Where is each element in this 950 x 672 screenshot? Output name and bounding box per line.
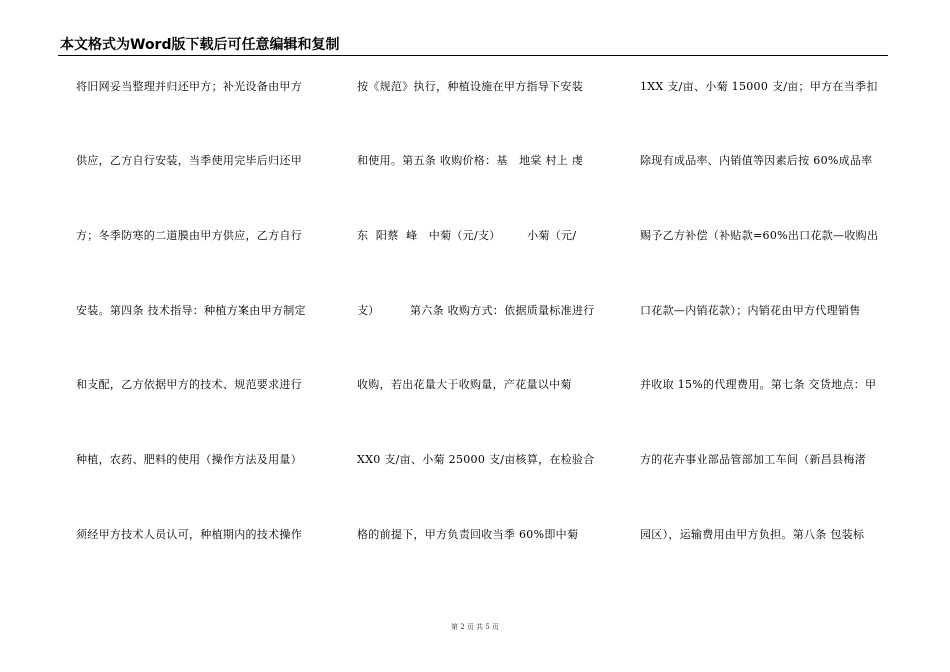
text-line: 除现有成品率、内销值等因素后按 60%成品率 bbox=[640, 154, 873, 167]
document-header-title: 本文格式为Word版下载后可任意编辑和复制 bbox=[60, 37, 340, 53]
text-line: 须经甲方技术人员认可，种植期内的技术操作 bbox=[76, 528, 302, 541]
text-line: 种植，农药、肥料的使用（操作方法及用量） bbox=[76, 453, 302, 466]
text-line: XX0 支/亩、小菊 25000 支/亩核算，在检验合 bbox=[357, 453, 595, 466]
text-line: 东 阳蔡 峰 中菊（元/支） 小菊（元/ bbox=[357, 229, 577, 242]
page-number: 第 2 页 共 5 页 bbox=[450, 623, 500, 631]
text-line: 按《规范》执行，种植设施在甲方指导下安装 bbox=[357, 80, 583, 93]
text-line: 和支配，乙方依据甲方的技术、规范要求进行 bbox=[76, 378, 302, 391]
text-column-1 bbox=[76, 0, 336, 672]
text-column-3 bbox=[640, 0, 900, 672]
text-line: 方的花卉事业部品管部加工车间（新昌县梅渚 bbox=[640, 453, 866, 466]
text-line: 方；冬季防寒的二道膜由甲方供应，乙方自行 bbox=[76, 229, 302, 242]
text-line: 并收取 15%的代理费用。第七条 交货地点：甲 bbox=[640, 378, 877, 391]
text-line: 口花款—内销花款）；内销花由甲方代理销售 bbox=[640, 304, 861, 317]
text-line: 供应，乙方自行安装，当季使用完毕后归还甲 bbox=[76, 154, 302, 167]
text-line: 支） 第六条 收购方式：依据质量标准进行 bbox=[357, 304, 595, 317]
text-line: 1XX 支/亩、小菊 15000 支/亩；甲方在当季扣 bbox=[640, 80, 878, 93]
text-line: 和使用。第五条 收购价格：基 地棠 村上 虔 bbox=[357, 154, 584, 167]
text-line: 收购，若出花量大于收购量，产花量以中菊 bbox=[357, 378, 572, 391]
text-line: 格的前提下，甲方负责回收当季 60%即中菊 bbox=[357, 528, 579, 541]
text-line: 园区），运输费用由甲方负担。第八条 包装标 bbox=[640, 528, 865, 541]
text-line: 安装。第四条 技术指导：种植方案由甲方制定 bbox=[76, 304, 306, 317]
text-line: 将旧网妥当整理并归还甲方；补光设备由甲方 bbox=[76, 80, 302, 93]
text-column-2 bbox=[357, 0, 617, 672]
text-line: 赐予乙方补偿（补贴款=60%出口花款—收购出 bbox=[640, 229, 879, 242]
